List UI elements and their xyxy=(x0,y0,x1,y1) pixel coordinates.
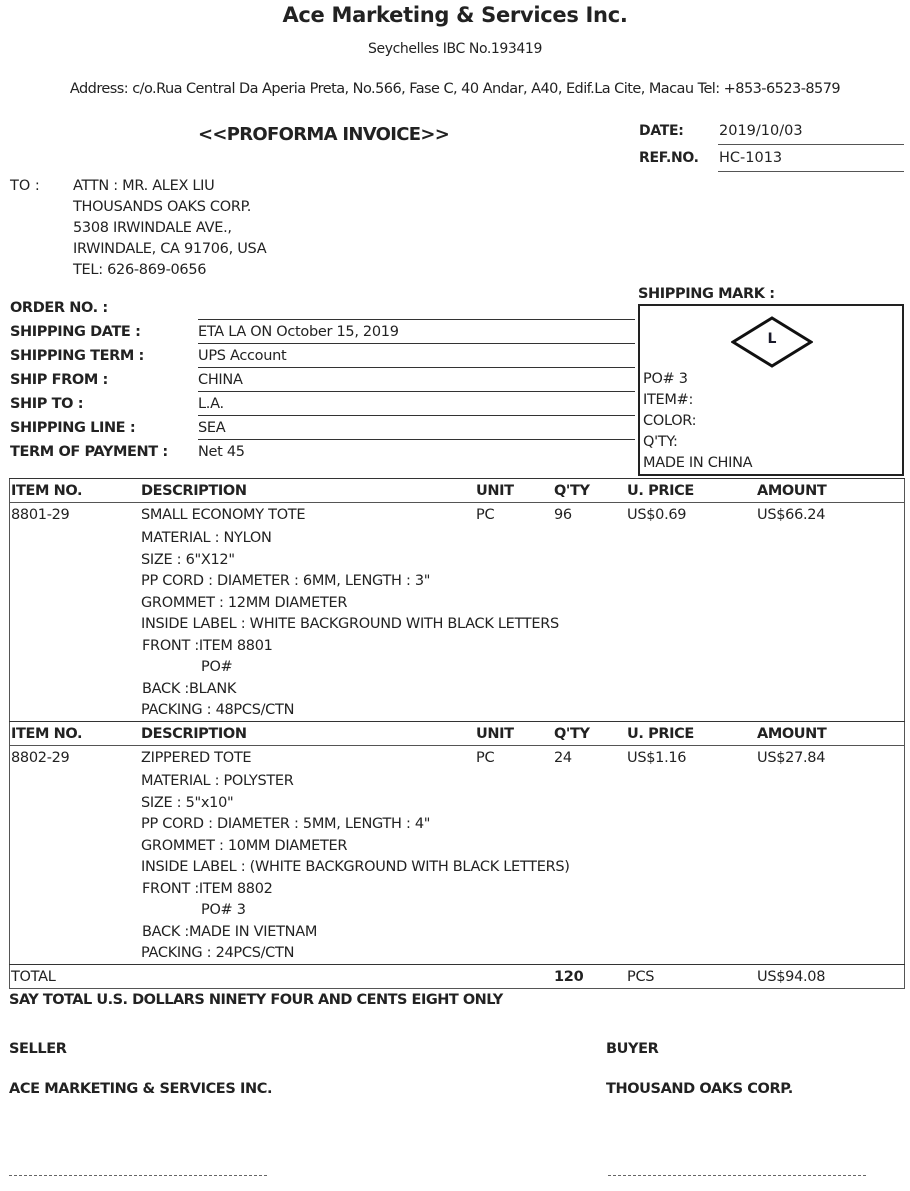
detail-line: SIZE : 5"x10" xyxy=(141,794,234,811)
seller-label: SELLER xyxy=(9,1041,67,1057)
divider xyxy=(9,745,905,746)
col-unit-price: U. PRICE xyxy=(627,483,694,499)
shipping-mark-lines xyxy=(643,369,752,474)
detail-line: GROMMET : 12MM DIAMETER xyxy=(141,594,348,611)
total-label: TOTAL xyxy=(11,969,56,985)
shipping-date-label: SHIPPING DATE : xyxy=(10,324,141,340)
detail-line: PACKING : 48PCS/CTN xyxy=(141,702,295,718)
detail-line: FRONT :ITEM 8802 xyxy=(142,880,273,897)
to-label: TO : xyxy=(10,178,40,194)
ref-field xyxy=(718,148,904,172)
ship-to-value: L.A. xyxy=(198,396,224,412)
col-unit: UNIT xyxy=(476,726,514,742)
item-name: ZIPPERED TOTE xyxy=(141,750,252,766)
payment-term-value: Net 45 xyxy=(198,444,245,460)
company-address: Address: c/o.Rua Central Da Aperia Preta, No.566, Fase C, 40 Andar, A40, Edif.La Cite, Macau Tel: +853-6523-8579 xyxy=(69,81,841,97)
table-top-border xyxy=(9,478,905,479)
col-description: DESCRIPTION xyxy=(141,483,247,499)
recipient-company: THOUSANDS OAKS CORP. xyxy=(73,199,252,215)
buyer-name: THOUSAND OAKS CORP. xyxy=(606,1081,793,1097)
detail-line: MATERIAL : POLYSTER xyxy=(141,773,294,789)
item-name: SMALL ECONOMY TOTE xyxy=(141,507,306,523)
detail-line: FRONT :ITEM 8801 xyxy=(142,637,273,654)
amount-in-words: SAY TOTAL U.S. DOLLARS NINETY FOUR AND CENTS EIGHT ONLY xyxy=(9,992,503,1008)
table-bottom-border xyxy=(9,988,905,989)
item-amount: US$27.84 xyxy=(757,750,826,766)
recipient-street: 5308 IRWINDALE AVE., xyxy=(73,220,232,236)
divider xyxy=(9,964,905,965)
detail-line: PACKING : 24PCS/CTN xyxy=(141,945,295,961)
shipping-mark-box xyxy=(638,304,904,476)
date-label: DATE: xyxy=(639,123,684,139)
col-qty: Q'TY xyxy=(554,726,590,742)
divider xyxy=(198,415,635,416)
detail-line: BACK :BLANK xyxy=(142,680,237,697)
payment-term-label: TERM OF PAYMENT : xyxy=(10,444,168,460)
shipping-line-value: SEA xyxy=(198,420,226,436)
total-amount: US$94.08 xyxy=(757,969,826,985)
ref-value: HC-1013 xyxy=(719,150,783,166)
ship-from-value: CHINA xyxy=(198,372,243,388)
buyer-label: BUYER xyxy=(606,1041,659,1057)
detail-line: BACK :MADE IN VIETNAM xyxy=(142,923,318,940)
detail-line: PP CORD : DIAMETER : 5MM, LENGTH : 4" xyxy=(141,816,431,832)
detail-line: INSIDE LABEL : (WHITE BACKGROUND WITH BLACK LETTERS) xyxy=(141,859,570,875)
item-unit: PC xyxy=(476,507,495,523)
date-field xyxy=(718,121,904,145)
diamond-letter: L xyxy=(767,331,777,347)
diamond-mark-icon xyxy=(731,316,813,372)
divider xyxy=(198,343,635,344)
item-qty: 24 xyxy=(554,750,572,766)
item-qty: 96 xyxy=(554,507,572,523)
mark-qty: Q'TY: xyxy=(643,434,678,450)
col-amount: AMOUNT xyxy=(757,726,827,742)
col-unit-price: U. PRICE xyxy=(627,726,694,742)
shipping-mark-title: SHIPPING MARK : xyxy=(638,286,775,302)
divider xyxy=(198,439,635,440)
registration-number: Seychelles IBC No.193419 xyxy=(368,41,542,57)
seller-signature-line xyxy=(9,1175,267,1176)
item-unit-price: US$0.69 xyxy=(627,507,687,523)
recipient-address xyxy=(73,176,266,281)
col-qty: Q'TY xyxy=(554,483,590,499)
item-no: 8801-29 xyxy=(11,507,70,523)
recipient-attn: ATTN : MR. ALEX LIU xyxy=(73,178,215,194)
total-unit: PCS xyxy=(627,969,655,985)
detail-line: PO# 3 xyxy=(201,902,246,918)
item-details xyxy=(141,771,570,965)
detail-line: SIZE : 6"X12" xyxy=(141,551,235,568)
divider xyxy=(198,391,635,392)
detail-line: GROMMET : 10MM DIAMETER xyxy=(141,837,348,854)
total-qty: 120 xyxy=(554,969,584,985)
recipient-city: IRWINDALE, CA 91706, USA xyxy=(73,241,267,257)
ship-from-label: SHIP FROM : xyxy=(10,372,108,388)
col-amount: AMOUNT xyxy=(757,483,827,499)
shipping-term-label: SHIPPING TERM : xyxy=(10,348,144,364)
mark-po: PO# 3 xyxy=(643,371,688,387)
detail-line: PO# xyxy=(201,659,233,675)
divider xyxy=(198,367,635,368)
shipping-row-payment xyxy=(10,442,635,466)
ship-to-label: SHIP TO : xyxy=(10,396,84,412)
item-unit-price: US$1.16 xyxy=(627,750,687,766)
shipping-date-value: ETA LA ON October 15, 2019 xyxy=(198,324,399,340)
divider xyxy=(198,319,635,320)
seller-name: ACE MARKETING & SERVICES INC. xyxy=(9,1081,273,1097)
col-unit: UNIT xyxy=(476,483,514,499)
divider xyxy=(9,502,905,503)
item-details xyxy=(141,528,559,722)
date-value: 2019/10/03 xyxy=(719,123,803,139)
item-no: 8802-29 xyxy=(11,750,70,766)
item-unit: PC xyxy=(476,750,495,766)
item-amount: US$66.24 xyxy=(757,507,826,523)
shipping-line-label: SHIPPING LINE : xyxy=(10,420,136,436)
detail-line: PP CORD : DIAMETER : 6MM, LENGTH : 3" xyxy=(141,573,431,589)
divider xyxy=(9,721,905,722)
buyer-signature-line xyxy=(608,1175,866,1176)
mark-item: ITEM#: xyxy=(643,392,694,408)
recipient-phone: TEL: 626-869-0656 xyxy=(73,262,207,278)
order-no-label: ORDER NO. : xyxy=(10,300,108,316)
col-description: DESCRIPTION xyxy=(141,726,247,742)
document-title: <<PROFORMA INVOICE>> xyxy=(198,124,450,145)
mark-color: COLOR: xyxy=(643,413,697,429)
col-item-no: ITEM NO. xyxy=(11,483,83,499)
ref-label: REF.NO. xyxy=(639,150,699,166)
col-item-no: ITEM NO. xyxy=(11,726,83,742)
detail-line: MATERIAL : NYLON xyxy=(141,530,272,546)
detail-line: INSIDE LABEL : WHITE BACKGROUND WITH BLACK LETTERS xyxy=(141,616,559,632)
company-name: Ace Marketing & Services Inc. xyxy=(282,3,628,27)
shipping-term-value: UPS Account xyxy=(198,348,287,364)
mark-origin: MADE IN CHINA xyxy=(643,455,753,471)
